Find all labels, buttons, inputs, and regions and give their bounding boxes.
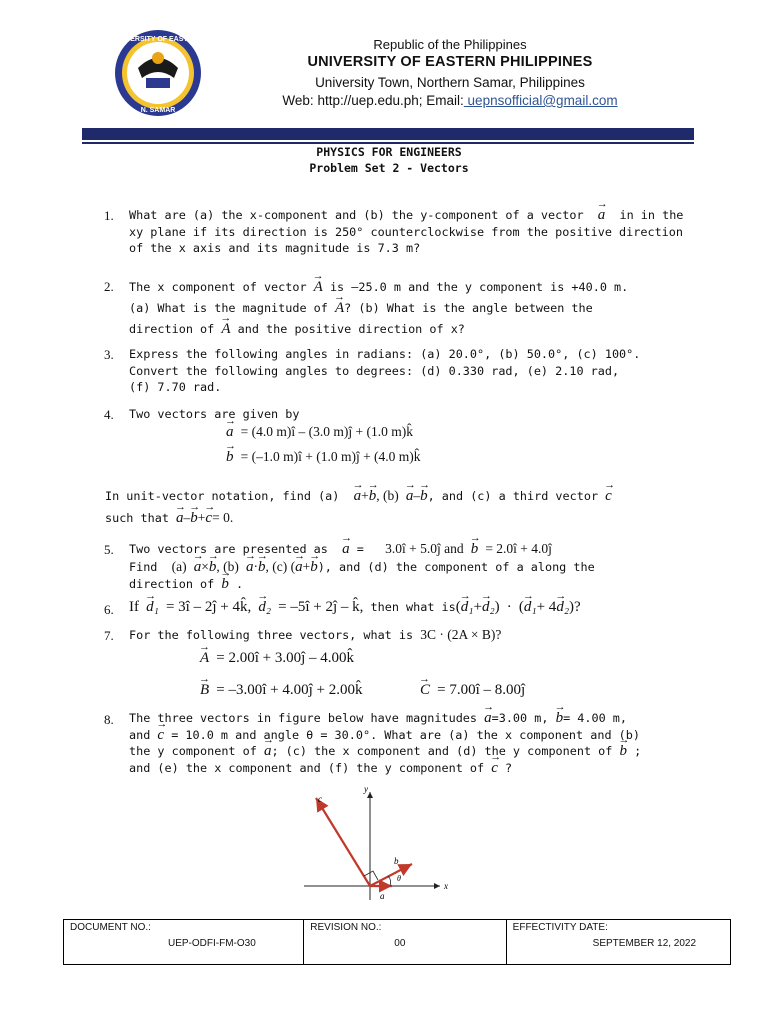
email-link[interactable]: uepnsofficial@gmail.com: [463, 93, 618, 108]
equation-vector-b: → b = (–1.0 m)î + (1.0 m)ĵ + (4.0 m)k̂: [226, 449, 626, 466]
document-footer-table: [63, 919, 731, 965]
svg-text:N. SAMAR: N. SAMAR: [140, 107, 176, 114]
footer-doc-no-cell: [64, 920, 304, 964]
footer-revision-cell: [304, 920, 506, 964]
doc-no-value: UEP-ODFI-FM-O30: [168, 938, 256, 949]
svg-text:UNIVERSITY OF EASTERN: UNIVERSITY OF EASTERN: [113, 36, 203, 43]
problem-3-number: 3.: [104, 347, 114, 362]
equation-vector-a: → a = (4.0 m)î – (3.0 m)ĵ + (1.0 m)k̂: [226, 424, 626, 441]
equation-vector-B: → B = –3.00î + 4.00ĵ + 2.00k̂: [200, 682, 420, 699]
university-name: UNIVERSITY OF EASTERN PHILIPPINES: [307, 54, 593, 70]
problem-3-text: Express the following angles in radians: (a) 20.0°, (b) 50.0°, (c) 100°. Convert the following angles to degrees: (d) 0.330 rad, (e) 2.10 rad, (f) 7.70 rad.: [129, 347, 641, 394]
problem-5-number: 5.: [104, 542, 114, 557]
problem-2-text: The x component of vector → A is –25.0 m and the y component is +40.0 m. (a) What is the magnitude of → A? (b) What is the angle between the direction of → A and the positive direction of x?: [129, 277, 694, 340]
label-b: b: [394, 856, 399, 866]
problem-1-number: 1.: [104, 208, 114, 223]
problem-7-text: For the following three vectors, what is 3C · (2A × B)?: [129, 627, 502, 642]
problem-4-find-text: In unit-vector notation, find (a) → a+→ b, (b) → a–→ b, and (c) a third vector → c such that → a–→ b+→ c= 0.: [105, 485, 695, 529]
label-theta: θ: [397, 874, 401, 883]
problem-5-text: Two vectors are presented as → a = 3.0î + 5.0ĵ and → b = 2.0î + 4.0ĵ Find (a) → a×→ b, (b) → a·→ b, (c) (→ a+→ b), and (d) the component of a along the direction of → b .: [129, 540, 694, 593]
problem-8-text: The three vectors in figure below have magnitudes → a=3.00 m, → b= 4.00 m, and → c = 10.0 m and angle θ = 30.0°. What are (a) the x component and (b) the y component of → a; (c) the x component and (d) the y component of → b ; and (e) the x component and (f) the y component of → c ?: [129, 710, 694, 776]
university-seal-logo: [108, 28, 208, 118]
header-band-thin: [82, 142, 694, 144]
problem-set-title: Problem Set 2 - Vectors: [309, 161, 469, 175]
equation-vector-A: → A = 2.00î + 3.00ĵ – 4.00k̂: [200, 650, 600, 667]
problem-2-number: 2.: [104, 279, 114, 294]
revision-label: REVISION NO.:: [310, 922, 382, 933]
revision-value: 00: [394, 938, 406, 949]
web-email-line: [200, 93, 700, 108]
university-address: University Town, Northern Samar, Philippines: [315, 75, 585, 90]
effectivity-label: EFFECTIVITY DATE:: [512, 922, 608, 933]
header-band: [82, 128, 694, 140]
effectivity-value: SEPTEMBER 12, 2022: [592, 938, 697, 949]
vector-c: [316, 798, 370, 886]
label-c: c: [318, 794, 322, 804]
course-title: PHYSICS FOR ENGINEERS: [316, 145, 462, 159]
problem-1-text: What are (a) the x-component and (b) the y-component of a vector → a in in the xy plane if its direction is 250° counterclockwise from the positive direction of the x axis and its magnitude is 7.3 m?: [129, 207, 694, 257]
vector-figure: [300, 782, 460, 904]
doc-no-label: DOCUMENT NO.:: [70, 922, 151, 933]
problem-7-number: 7.: [104, 628, 114, 643]
label-x: x: [444, 881, 448, 891]
problem-6-text: If → d₁ = 3î – 2ĵ + 4k̂, → d₂ = –5î + 2ĵ – k̂, then what is(→ d₁+→ d₂) · (→ d₁+ 4→ d₂)?: [129, 599, 694, 616]
problem-4-number: 4.: [104, 407, 114, 422]
footer-effectivity-cell: [507, 920, 730, 964]
equation-vector-C: → C = 7.00î – 8.00ĵ: [420, 682, 620, 699]
label-a: a: [380, 891, 385, 901]
problem-4-text: Two vectors are given by: [129, 407, 300, 421]
web-prefix: Web: http://uep.edu.ph; Email:: [282, 93, 464, 108]
problem-8-number: 8.: [104, 712, 114, 727]
label-y: y: [364, 784, 368, 794]
republic-line: Republic of the Philippines: [373, 37, 527, 52]
problem-6-number: 6.: [104, 602, 114, 617]
